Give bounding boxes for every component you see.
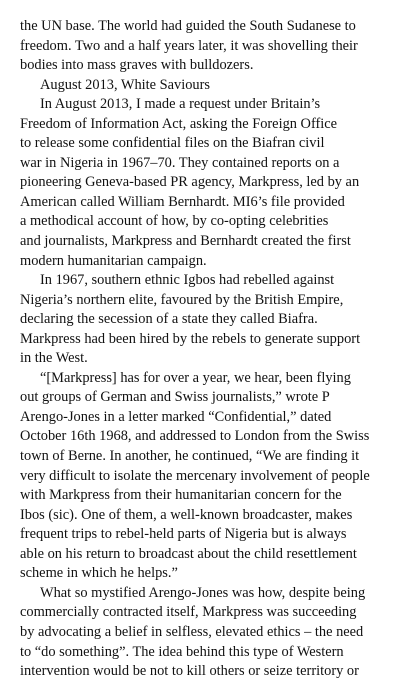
- paragraph: [20, 584, 392, 682]
- text-line: a methodical account of how, by co-opting celebrities: [20, 213, 329, 230]
- text-line: What so mystified Arengo-Jones was how, despite being: [40, 584, 366, 601]
- text-line: in the West.: [20, 350, 88, 367]
- text-line: declaring the secession of a state they called Biafra.: [20, 311, 318, 328]
- paragraph: [20, 76, 392, 96]
- paragraph: [20, 95, 392, 271]
- text-line: Ibos (sic). One of them, a well-known broadcaster, makes: [20, 506, 353, 523]
- text-line: commercially contracted itself, Markpress was succeeding: [20, 604, 357, 621]
- paragraph: [20, 17, 392, 76]
- text-line: frequent trips to rebel-held parts of Nigeria but is always: [20, 526, 347, 543]
- text-line: and journalists, Markpress and Bernhardt created the first: [20, 233, 351, 250]
- text-line: American called William Bernhardt. MI6’s file provided: [20, 193, 345, 210]
- text-line: pioneering Geneva-based PR agency, Markpress, led by an: [20, 174, 360, 191]
- text-line: modern humanitarian campaign.: [20, 252, 207, 269]
- text-line: able on his return to broadcast about the child resettlement: [20, 545, 357, 562]
- text-line: Markpress had been hired by the rebels to generate support: [20, 330, 361, 347]
- text-line: the UN base. The world had guided the South Sudanese to: [20, 18, 356, 34]
- text-line: to release some confidential files on the Biafran civil: [20, 135, 325, 152]
- text-line: war in Nigeria in 1967–70. They contained reports on a: [20, 154, 340, 171]
- text-line: to “do something”. The idea behind this type of Western: [20, 643, 344, 660]
- text-line: very difficult to isolate the mercenary involvement of people: [20, 467, 370, 484]
- text-line: by advocating a belief in selfless, elevated ethics – the need: [20, 623, 364, 640]
- text-line: bodies into mass graves with bulldozers.: [20, 57, 254, 74]
- document-page: [20, 17, 392, 682]
- paragraph: [20, 369, 392, 584]
- paragraph: [20, 271, 392, 369]
- text-line: “[Markpress] has for over a year, we hear, been flying: [40, 369, 351, 386]
- text-line: freedom. Two and a half years later, it was shovelling their: [20, 37, 358, 54]
- text-line: In 1967, southern ethnic Igbos had rebelled against: [40, 272, 335, 289]
- text-line: with Markpress from their humanitarian concern for the: [20, 487, 342, 504]
- text-line: Nigeria’s northern elite, favoured by the British Empire,: [20, 291, 344, 308]
- text-line: scheme in which he helps.”: [20, 565, 178, 582]
- text-line: intervention would be not to kill others or seize territory or: [20, 663, 359, 680]
- text-line: out groups of German and Swiss journalists,” wrote P: [20, 389, 330, 406]
- text-line: October 16th 1968, and addressed to London from the Swiss: [20, 428, 370, 445]
- text-line: Arengo-Jones in a letter marked “Confidential,” dated: [20, 408, 332, 425]
- text-line: In August 2013, I made a request under Britain’s: [40, 96, 321, 113]
- text-line: town of Berne. In another, he continued, “We are finding it: [20, 448, 360, 465]
- text-line: Freedom of Information Act, asking the Foreign Office: [20, 115, 338, 132]
- text-line: August 2013, White Saviours: [40, 76, 211, 93]
